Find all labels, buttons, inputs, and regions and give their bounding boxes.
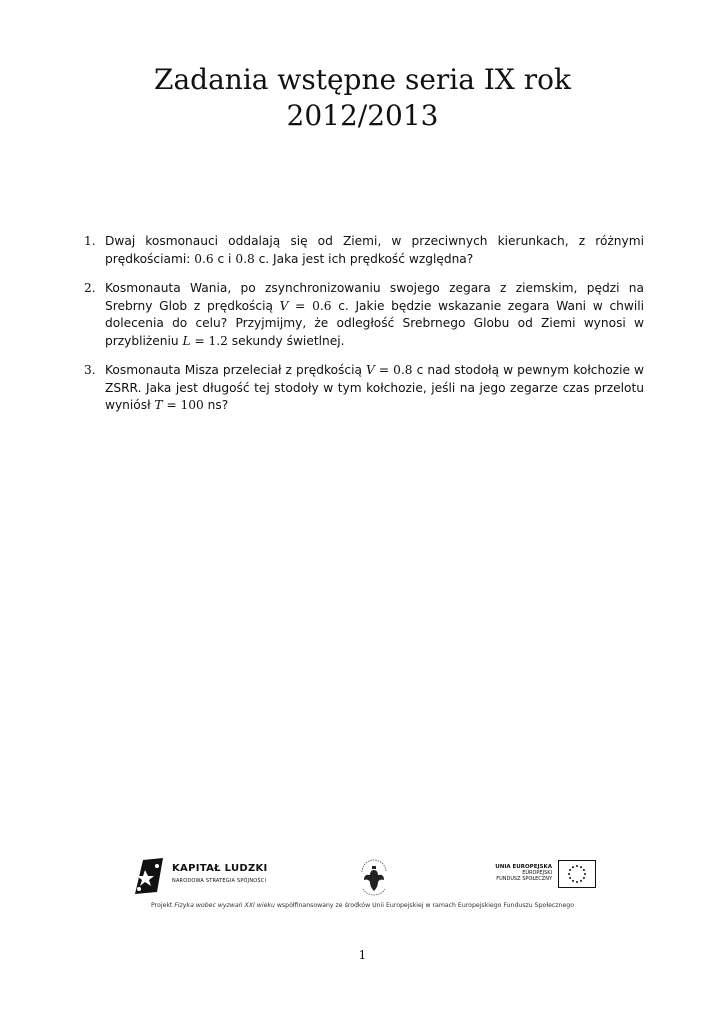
math-value: 0.8	[235, 251, 255, 266]
problem-text: Dwaj kosmonauci oddalają się od Ziemi, w przeciwnych kierunkach, z różnymi prędkościami:	[105, 234, 644, 266]
math-operator: =	[288, 298, 313, 313]
math-operator: =	[190, 333, 209, 348]
eu-star-icon	[583, 877, 585, 879]
eu-star-icon	[580, 880, 582, 882]
eu-flag-icon	[558, 860, 596, 888]
problem-number: 1.	[84, 234, 96, 248]
kapital-ludzki-subtitle: NARODOWA STRATEGIA SPÓJNOŚCI	[172, 878, 267, 884]
problem-number: 3.	[84, 363, 96, 377]
problem-3	[84, 362, 644, 415]
math-variable: V	[366, 363, 375, 377]
kapital-ludzki-logo	[131, 856, 291, 896]
university-eagle-icon	[354, 856, 394, 898]
kapital-ludzki-emblem-icon	[131, 856, 167, 896]
kapital-ludzki-title: KAPITAŁ LUDZKI	[172, 863, 268, 874]
math-operator: =	[162, 398, 181, 412]
project-title: Fizyka wobec wyzwań XXI wieku	[174, 902, 275, 909]
math-value: 1.2	[208, 333, 228, 348]
problem-1	[84, 233, 644, 268]
problem-text: ns?	[203, 398, 229, 412]
problem-text: c i	[213, 251, 236, 266]
eu-star-icon	[569, 877, 571, 879]
problem-text: c. Jaka jest ich prędkość względna?	[254, 251, 474, 266]
eu-star-icon	[584, 873, 586, 875]
problem-2	[84, 280, 644, 350]
math-variable: L	[182, 333, 191, 348]
problem-text: sekundy świetlnej.	[227, 333, 345, 348]
eu-star-icon	[576, 881, 578, 883]
ue-text	[495, 864, 552, 882]
page-number: 1	[358, 948, 367, 962]
ue-title: UNIA EUROPEJSKA	[495, 864, 552, 870]
math-value: 100	[180, 398, 204, 412]
math-variable: T	[154, 398, 163, 412]
eu-star-icon	[569, 869, 571, 871]
math-value: 0.6	[312, 298, 332, 313]
eu-star-icon	[580, 866, 582, 868]
eu-star-icon	[572, 866, 574, 868]
eu-star-icon	[568, 873, 570, 875]
problem-text: c. Jakie będzie wskazanie zegara Wani w chwili dolecenia do celu? Przyjmijmy, że odległość Srebrnego Globu od Ziemi wynosi w przybliżeniu	[105, 298, 644, 348]
math-value: 0.6	[194, 251, 214, 266]
logo-strip	[0, 850, 725, 910]
project-footer	[0, 902, 725, 909]
university-seal	[354, 856, 394, 898]
problem-list	[84, 233, 644, 427]
project-suffix: współfinansowany ze środków Unii Europejskiej w ramach Europejskiego Funduszu Społecznego	[274, 902, 574, 909]
eu-star-icon	[583, 869, 585, 871]
problem-number: 2.	[84, 281, 96, 295]
math-operator: =	[374, 363, 394, 377]
eu-star-icon	[572, 880, 574, 882]
ue-logo	[486, 858, 596, 890]
problem-text: Kosmonauta Wania, po zsynchronizowaniu swojego zegara z ziemskim, pędzi na Srebrny Glob z prędkością	[105, 281, 644, 313]
document-title	[0, 62, 725, 134]
ue-line-3: FUNDUSZ SPOŁECZNY	[496, 876, 552, 882]
eu-star-icon	[576, 865, 578, 867]
ue-line-2: EUROPEJSKI	[522, 870, 552, 876]
problem-text: c nad stodołą w pewnym kołchozie w ZSRR. Jaka jest długość tej stodoły w tym kołchozie, jeśli na jego zegarze czas przelotu wyniósł	[105, 363, 644, 412]
math-value: 0.8	[393, 363, 413, 377]
project-prefix: Projekt	[151, 902, 175, 909]
problem-text: Kosmonauta Misza przeleciał z prędkością	[105, 363, 367, 377]
math-variable: V	[279, 298, 289, 313]
title-line-2: 2012/2013	[286, 99, 439, 132]
title-line-1: Zadania wstępne seria IX rok	[154, 63, 571, 96]
